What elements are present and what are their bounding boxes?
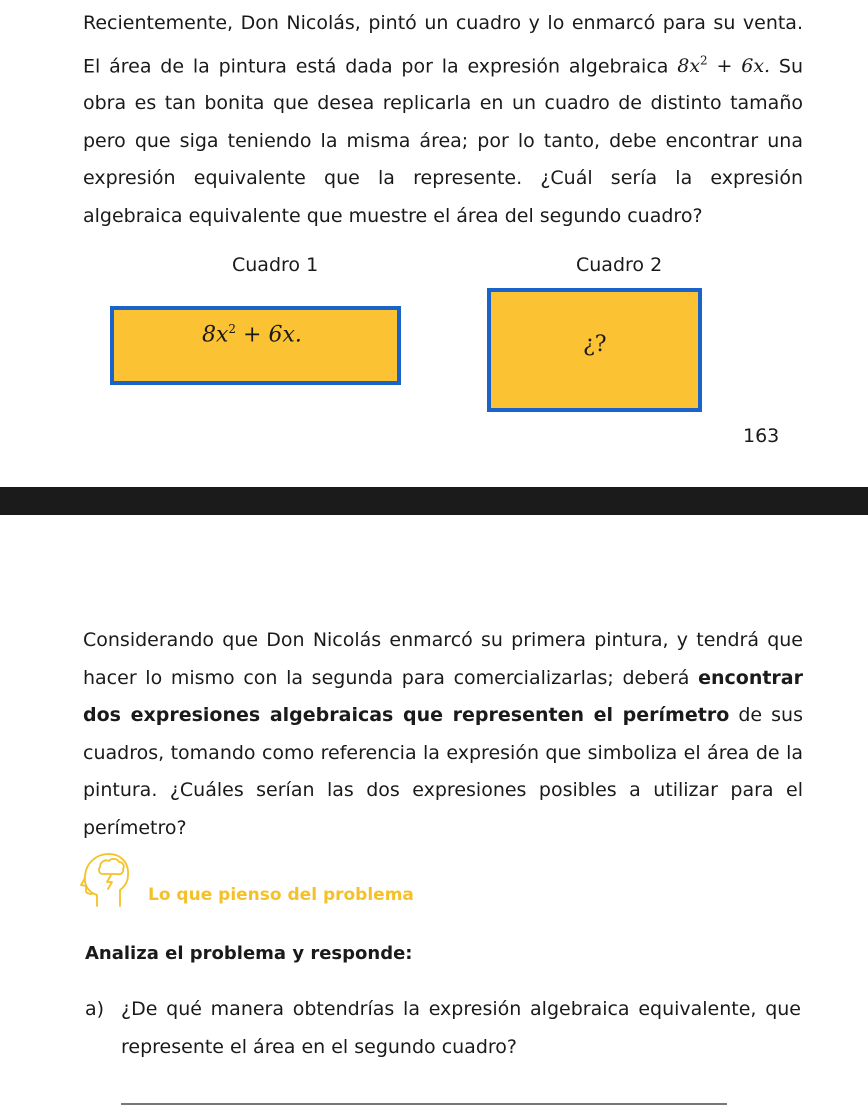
painting-box-2 — [487, 288, 702, 412]
box1-label: Cuadro 1 — [232, 254, 319, 276]
problem-text-start: Recientemente, Don Nicolás, pintó un cuadro y lo enmarcó para su venta. El área de la pintura está dada por la expresión algebraica — [83, 12, 803, 77]
question-letter: a) — [85, 998, 105, 1020]
perimeter-text-start: Considerando que Don Nicolás enmarcó su primera pintura, y tendrá que hacer lo mismo con la segunda para comercializarlas; deberá — [83, 629, 803, 689]
box1-expression: $8x^2 + 6x$. — [202, 322, 302, 348]
box2-label: Cuadro 2 — [576, 254, 663, 276]
page-divider — [0, 487, 868, 515]
area-expression: $8x^2 + 6x$. — [677, 53, 771, 77]
thinking-section — [78, 848, 578, 908]
problem-statement — [83, 5, 803, 235]
painting-box-1 — [110, 306, 401, 385]
question-a — [85, 990, 801, 1066]
answer-line[interactable] — [121, 1103, 727, 1105]
thinking-title: Lo que pienso del problema — [148, 885, 414, 905]
problem-text-end: Su obra es tan bonita que desea replicarla en un cuadro de distinto tamaño pero que siga teniendo la misma área; por lo tanto, debe encontrar una expresión equivalente que la represente. ¿Cuál sería la expresión algebraica equivalente que muestre el área del segundo cuadro? — [83, 54, 803, 227]
analyze-heading: Analiza el problema y responde: — [85, 943, 413, 964]
perimeter-text-end: de sus cuadros, tomando como referencia la expresión que simboliza el área de la pintura. ¿Cuáles serían las dos expresiones posibles a utilizar para el perímetro? — [83, 704, 803, 839]
perimeter-statement — [83, 622, 803, 847]
question-text: ¿De qué manera obtendrías la expresión algebraica equivalente, que represente el área en el segundo cuadro? — [121, 998, 801, 1058]
perimeter-text-bold: encontrar dos expresiones algebraicas que representen el perímetro — [83, 666, 803, 726]
page-number: 163 — [743, 425, 780, 447]
box2-unknown: ¿? — [583, 332, 607, 357]
